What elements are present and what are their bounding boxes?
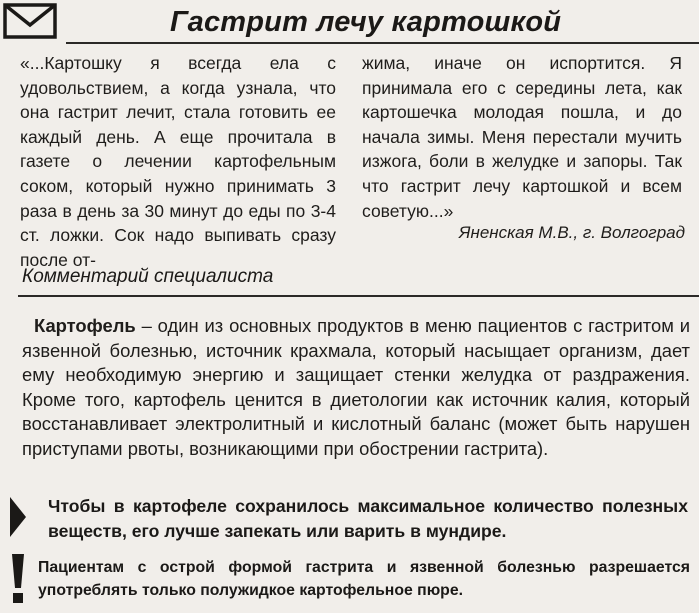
comment-lead-word: Картофель — [34, 315, 136, 336]
comment-heading: Комментарий специалиста — [22, 266, 274, 287]
tip-text: Чтобы в картофеле сохранилось максимальное количество полезных веществ, его лучше запекать или варить в мундире. — [48, 496, 688, 541]
triangle-pointer-icon — [10, 497, 26, 537]
letter-text-part-2: жима, иначе он испортится. Я принимала его с середины лета, как картошечка молодая пошла, и до начала зимы. Меня перестали мучить изжога, боли в желудке и запоры. Так что гастрит лечу картошкой и всем советую...» — [362, 53, 682, 221]
comment-body — [22, 314, 690, 462]
letter-signature: Яненская М.В., г. Волгоград — [458, 223, 685, 242]
warning-text: Пациентам с острой формой гастрита и язвенной болезнью разрешается употреблять только полужидкое картофельное пюре. — [38, 559, 690, 600]
article-title: Гастрит лечу картошкой — [170, 6, 562, 38]
comment-body-text: – один из основных продуктов в меню пациентов с гастритом и язвенной болезнью, источник крахмала, который насыщает организм, дает ему необходимую энергию и защищает стенки желудка от раздражения. Кроме того, картофель ценится в диетологии как источник калия, который восстанавливает электролитный и кислотный баланс (может быть нарушен приступами рвоты, возникающими при обострении гастрита). — [22, 315, 690, 459]
envelope-icon — [2, 0, 60, 40]
title-divider — [66, 42, 699, 44]
letter-text-part-1: «...Картошку я всегда ела с удовольствием, а когда узнала, что она гастрит лечит, стала готовить ее каждый день. А еще прочитала в газете о лечении картофельным соком, который нужно принимать 3 раза в день за 30 минут до еды по 3-4 ст. ложки. Сок надо выпивать сразу после от- — [20, 53, 336, 270]
letter-left-column — [20, 51, 336, 272]
section-divider — [18, 295, 699, 297]
letter-right-column — [362, 51, 682, 223]
exclamation-icon — [10, 554, 26, 604]
